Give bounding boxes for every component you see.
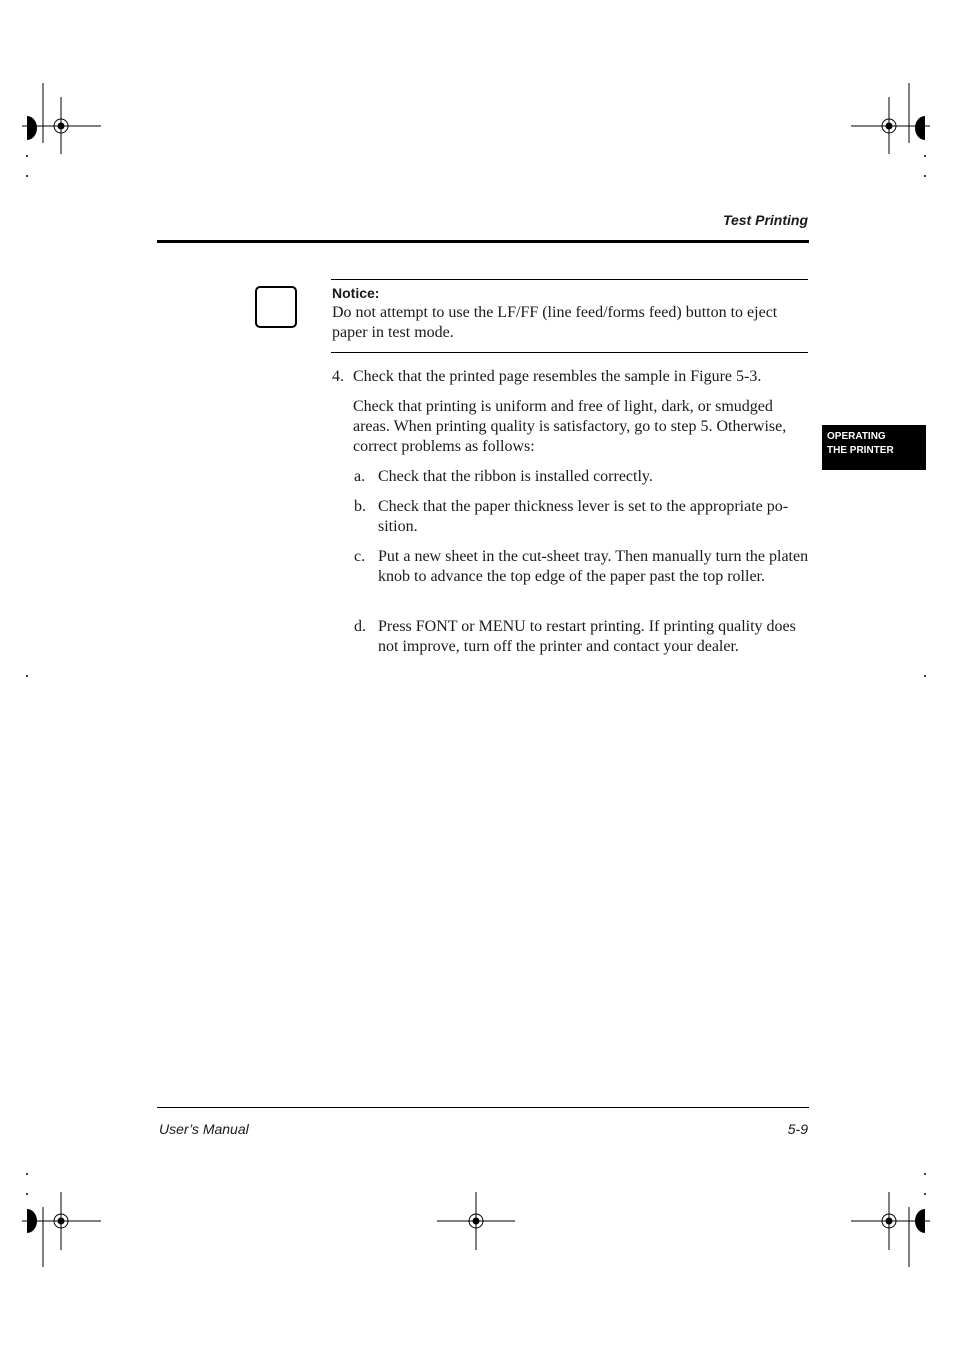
side-tab-line2: THE PRINTER (827, 445, 894, 456)
substep-letter: a. (354, 468, 366, 485)
notice-box (331, 279, 808, 353)
page-number: 5-9 (787, 1121, 808, 1137)
side-tab (822, 425, 926, 470)
crosshair-registration-icon (437, 1192, 515, 1250)
footer-rule (157, 1107, 809, 1108)
step-number: 4. (332, 368, 344, 385)
header-rule (157, 240, 809, 243)
crosshair-registration-icon (22, 1192, 101, 1250)
substep-letter: c. (354, 548, 366, 565)
footer-left: User’s Manual (159, 1121, 249, 1137)
running-head: Test Printing (722, 212, 808, 228)
notice-title: Notice: (332, 285, 380, 301)
substep-letter: d. (354, 618, 366, 635)
crosshair-registration-icon (22, 97, 101, 154)
substep-text: Check that the paper thickness lever is set to the appropriate po-sition. (378, 498, 789, 535)
side-tab-line1: OPERATING (827, 431, 886, 442)
crosshair-registration-icon (851, 97, 930, 154)
notice-text: Do not attempt to use the LF/FF (line feed/forms feed) button to eject paper in test mode. (332, 304, 778, 341)
notice-icon (255, 286, 297, 328)
substep-letter: b. (354, 498, 366, 515)
step-first-line: Check that the printed page resembles the sample in Figure 5-3. (353, 368, 762, 385)
substep-text: Put a new sheet in the cut-sheet tray. Then manually turn the platen knob to advance the top edge of the paper past the top roller. (378, 548, 809, 585)
step-paragraph: Check that printing is uniform and free of light, dark, or smudged areas. When printing quality is satisfactory, go to step 5. Otherwise, correct problems as follows: (353, 398, 787, 455)
substep-text: Press FONT or MENU to restart printing. If printing quality does not improve, turn off the printer and contact your dealer. (378, 618, 796, 655)
crosshair-registration-icon (851, 1192, 930, 1250)
substep-text: Check that the ribbon is installed correctly. (378, 468, 653, 485)
